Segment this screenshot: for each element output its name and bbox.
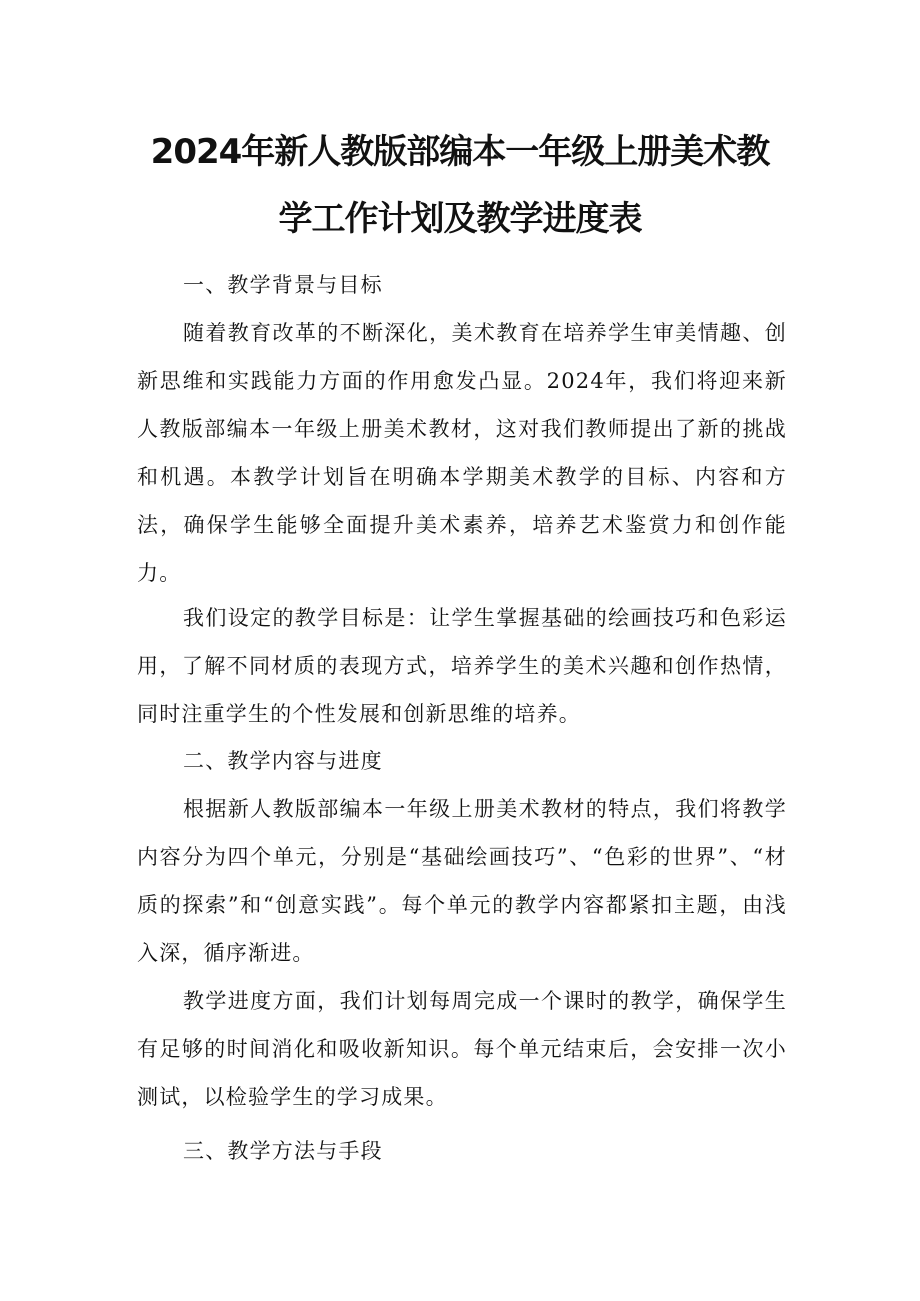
section-2-paragraph-1: 根据新人教版部编本一年级上册美术教材的特点，我们将教学内容分为四个单元，分别是“基础绘画技巧”、“色彩的世界”、“材质的探索”和“创意实践”。每个单元的教学内容都紧扣主题，由浅入深，循序渐进。 (137, 797, 787, 965)
section-1-paragraph-1: 随着教育改革的不断深化，美术教育在培养学生审美情趣、创新思维和实践能力方面的作用愈发凸显。2024年，我们将迎来新人教版部编本一年级上册美术教材，这对我们教师提出了新的挑战和机遇。本教学计划旨在明确本学期美术教学的目标、内容和方法，确保学生能够全面提升美术素养，培养艺术鉴赏力和创作能力。 (137, 321, 787, 585)
section-heading-3: 三、教学方法与手段 (183, 1139, 383, 1163)
document-title-line-1: 2024年新人教版部编本一年级上册美术教 (150, 132, 770, 172)
section-2-paragraph-2: 教学进度方面，我们计划每周完成一个课时的教学，确保学生有足够的时间消化和吸收新知识。每个单元结束后，会安排一次小测试，以检验学生的学习成果。 (137, 989, 787, 1109)
document-title-line-2: 学工作计划及教学进度表 (278, 199, 642, 239)
section-heading-2: 二、教学内容与进度 (183, 749, 383, 773)
section-1-paragraph-2: 我们设定的教学目标是：让学生掌握基础的绘画技巧和色彩运用，了解不同材质的表现方式，培养学生的美术兴趣和创作热情，同时注重学生的个性发展和创新思维的培养。 (137, 606, 787, 726)
section-heading-1: 一、教学背景与目标 (183, 273, 383, 297)
